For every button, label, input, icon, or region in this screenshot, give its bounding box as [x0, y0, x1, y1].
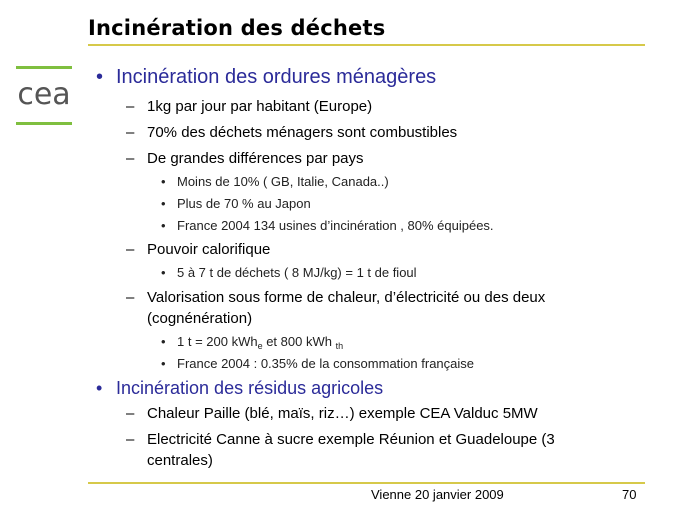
bullet-dot-icon: • — [96, 378, 103, 398]
sub-bullet-6: – Chaleur Paille (blé, maïs, riz…) exemple CEA Valduc 5MW — [126, 405, 538, 422]
sub-bullet-4: – Pouvoir calorifique — [126, 241, 271, 258]
heading-2-text: Incinération des résidus agricoles — [116, 378, 384, 398]
bullet-heading-1 — [96, 66, 436, 89]
sub-bullet-5-continuation: (cognénération) — [147, 310, 253, 327]
sub-sub-bullet-3a: • Moins de 10% ( GB, Italie, Canada..) — [161, 174, 389, 189]
sub-bullet-7-continuation: centrales) — [147, 452, 213, 469]
sub-bullet-2: – 70% des déchets ménagers sont combustibles — [126, 124, 458, 141]
sub-sub-bullet-5b: • France 2004 : 0.35% de la consommation française — [161, 356, 475, 371]
sub-sub-bullet-4a: • 5 à 7 t de déchets ( 8 MJ/kg) = 1 t de fioul — [161, 265, 417, 280]
sub-sub-bullet-3b: • Plus de 70 % au Japon — [161, 196, 311, 211]
bullet-heading-2 — [96, 378, 383, 399]
sub-bullet-3: – De grandes différences par pays — [126, 150, 364, 167]
sub-sub-bullet-3c: • France 2004 134 usines d’incinération , 80% équipées. — [161, 218, 494, 233]
heading-1-text: Incinération des ordures ménagères — [116, 66, 437, 88]
sub-sub-bullet-5a: • 1 t = 200 kWh$_e$ et 800 kWh $_{th}$ — [161, 334, 344, 351]
sub-bullet-5: – Valorisation sous forme de chaleur, d’électricité ou des deux — [126, 289, 546, 306]
logo-text: cea — [17, 77, 71, 112]
page-number: 70 — [622, 487, 637, 502]
footer-place-date: Vienne 20 janvier 2009 — [371, 487, 504, 502]
slide-title: Incinération des déchets — [88, 16, 386, 40]
bullet-dot-icon: • — [96, 66, 104, 88]
footer-divider — [88, 482, 645, 484]
sub-bullet-7: – Electricité Canne à sucre exemple Réunion et Guadeloupe (3 — [126, 431, 555, 448]
sub-bullet-1: – 1kg par jour par habitant (Europe) — [126, 98, 373, 115]
